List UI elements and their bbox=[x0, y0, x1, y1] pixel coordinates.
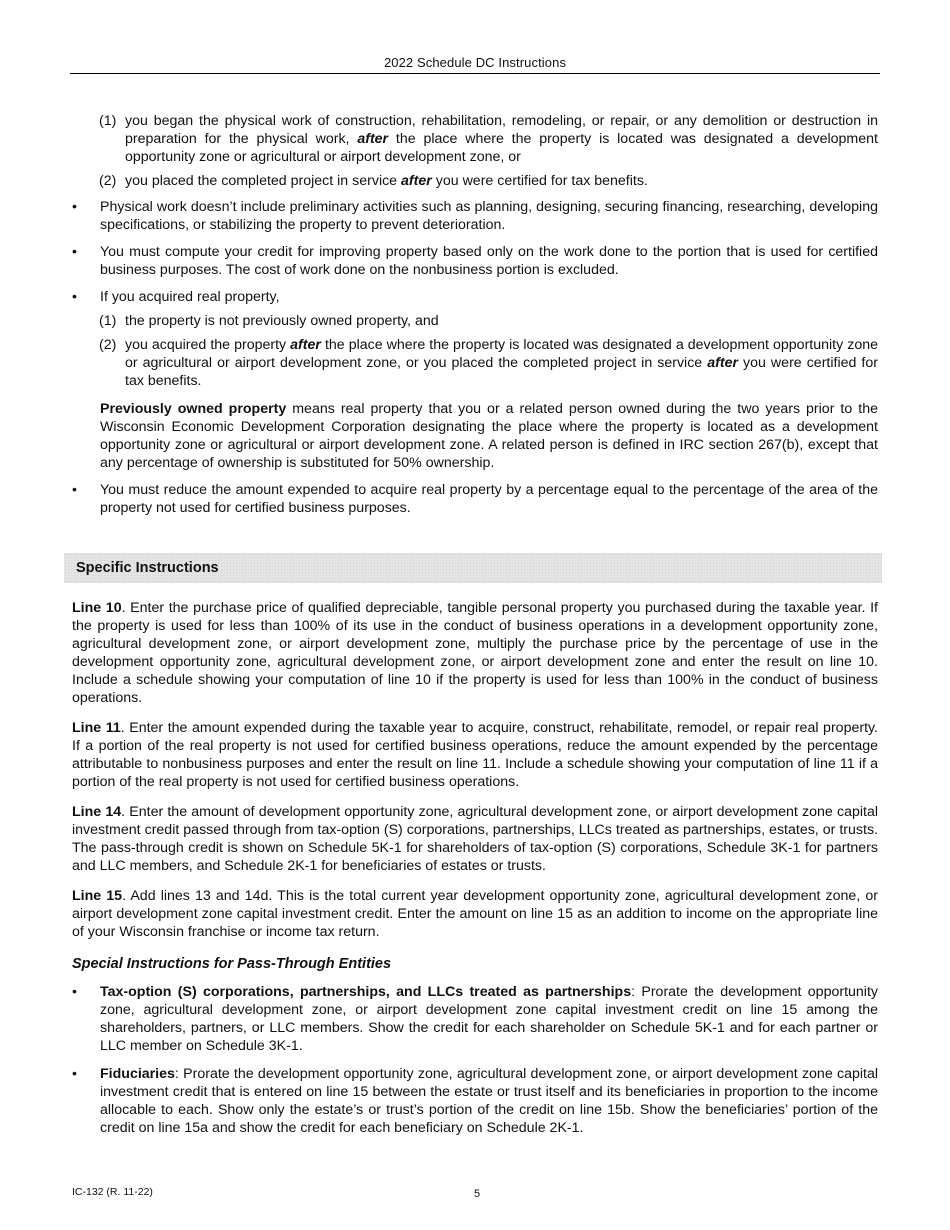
bullet-item bbox=[72, 481, 878, 517]
page-header-title: 2022 Schedule DC Instructions bbox=[383, 55, 567, 70]
line-11-instructions: Line 11. Enter the amount expended during the taxable year to acquire, construct, rehabilitate, remodel, or repair real property. If a portion of the real property is not used for certified business operations, reduce the amount expended by the percentage attributable to nonbusiness purposes and enter the result on line 11. Include a schedule showing your computation of line 11 if a portion of the real property is not used for certified business operations. bbox=[72, 720, 878, 790]
page-content bbox=[72, 112, 878, 1137]
item-number: (1) bbox=[99, 113, 117, 129]
bullet-icon: • bbox=[72, 1066, 77, 1082]
bullet-item bbox=[72, 288, 878, 306]
item-text: you acquired the property after the place where the property is located was designated a development opportunity zone or agricultural or airport development zone, or you placed the completed project in service after you were certified for tax benefits. bbox=[125, 337, 878, 389]
page-number: 5 bbox=[474, 1188, 481, 1200]
form-identifier: IC-132 (R. 11-22) bbox=[72, 1186, 153, 1198]
bullet-item bbox=[72, 243, 878, 279]
bullet-item bbox=[72, 198, 878, 234]
bullet-text: Fiduciaries: Prorate the development opportunity zone, agricultural development zone, or airport development zone capital investment credit that is entered on line 15 between the estate or trust itself and its beneficiaries in proportion to the income allocable to each. Show only the estate’s or trust’s portion of the credit on line 15b. Show the beneficiaries’ portion of the credit on line 15a and show the credit for each beneficiary on Schedule 2K-1. bbox=[100, 1066, 878, 1136]
section-heading: Specific Instructions bbox=[76, 560, 219, 576]
bullet-icon: • bbox=[72, 482, 77, 498]
bullet-text: If you acquired real property, bbox=[100, 289, 280, 305]
header-rule bbox=[70, 73, 880, 74]
bullet-item bbox=[72, 983, 878, 1055]
bullet-text: Tax-option (S) corporations, partnerships, and LLCs treated as partnerships: Prorate the development opportunity zone, agricultural development zone, or airport development zone capital investment credit on line 15 among the shareholders, partners, or LLC members. Show the credit for each shareholder on Schedule 5K-1 and for each partner or LLC member on Schedule 3K-1. bbox=[100, 984, 878, 1054]
section-heading-bar bbox=[64, 553, 882, 583]
bullet-text: Physical work doesn’t include preliminary activities such as planning, designing, securing financing, researching, developing specifications, or stabilizing the property to prevent deterioration. bbox=[100, 199, 878, 233]
numbered-item bbox=[72, 336, 878, 390]
item-number: (1) bbox=[99, 313, 117, 329]
bullet-icon: • bbox=[72, 199, 77, 215]
item-text: you placed the completed project in service after you were certified for tax benefits. bbox=[125, 173, 648, 189]
bullet-text: You must compute your credit for improving property based only on the work done to the portion that is used for certified business purposes. The cost of work done on the nonbusiness portion is excluded. bbox=[100, 244, 878, 278]
previously-owned-definition: Previously owned property means real property that you or a related person owned during the two years prior to the Wisconsin Economic Development Corporation designating the place where the property is located as a development opportunity zone or agricultural or airport development zone. A related person is defined in IRC section 267(b), except that any percentage of ownership is substituted for 50% ownership. bbox=[100, 401, 878, 471]
bullet-icon: • bbox=[72, 984, 77, 1000]
line-14-instructions: Line 14. Enter the amount of development opportunity zone, agricultural development zone, or airport development zone capital investment credit passed through from tax-option (S) corporations, partnerships, LLCs treated as partnerships, estates, or trusts. The pass-through credit is shown on Schedule 5K-1 for shareholders of tax-option (S) corporations, Schedule 3K-1 for partners and LLC members, and Schedule 2K-1 for beneficiaries of estates or trusts. bbox=[72, 804, 878, 874]
item-text: the property is not previously owned property, and bbox=[125, 313, 439, 329]
line-15-instructions: Line 15. Add lines 13 and 14d. This is the total current year development opportunity zone, agricultural development zone, or airport development zone capital investment credit. Enter the amount on line 15 as an addition to income on the appropriate line of your Wisconsin franchise or income tax return. bbox=[72, 888, 878, 940]
item-number: (2) bbox=[99, 173, 117, 189]
numbered-item bbox=[72, 112, 878, 166]
numbered-item bbox=[72, 172, 878, 190]
item-number: (2) bbox=[99, 337, 117, 353]
line-10-instructions: Line 10. Enter the purchase price of qualified depreciable, tangible personal property you purchased during the taxable year. If the property is used for less than 100% of its use in the conduct of business operations in a development opportunity zone, agricultural development zone, or airport development zone, multiply the purchase price by the percentage of use in the development opportunity zone, agricultural development zone, or airport development zone and enter the result on line 10. Include a schedule showing your computation of line 10 if the property is used for less than 100% in the conduct of business operations. bbox=[72, 600, 878, 706]
numbered-item bbox=[72, 312, 878, 330]
bullet-item bbox=[72, 1065, 878, 1137]
passthrough-heading: Special Instructions for Pass-Through Entities bbox=[72, 956, 392, 972]
bullet-icon: • bbox=[72, 289, 77, 305]
bullet-text: You must reduce the amount expended to acquire real property by a percentage equal to the percentage of the area of the property not used for certified business purposes. bbox=[100, 482, 878, 516]
bullet-icon: • bbox=[72, 244, 77, 260]
item-text: you began the physical work of construction, rehabilitation, remodeling, or repair, or any demolition or destruction in preparation for the physical work, after the place where the property is located was designated a development opportunity zone or agricultural or airport development zone, or bbox=[125, 113, 878, 165]
